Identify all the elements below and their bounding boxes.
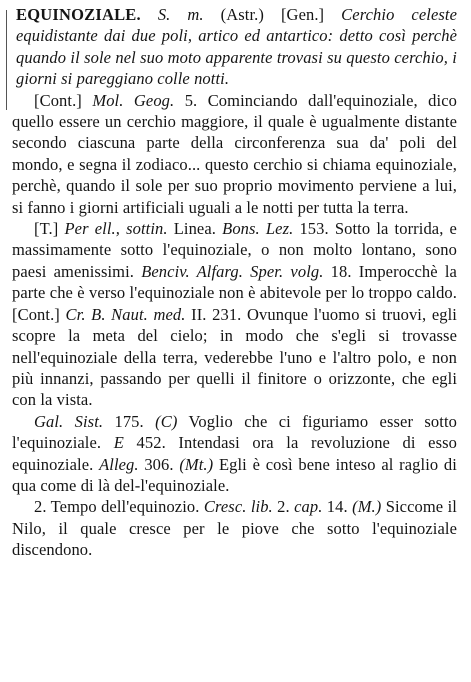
citation-text: Voglio che ci figuriamo esser sotto l'equinoziale. (12, 411, 457, 453)
source-number: 14. (326, 497, 348, 517)
citation-text: Imperocchè la parte che è verso l'equinoziale non è abitevole per lo troppo caldo. (12, 261, 457, 303)
source-number: 153. (299, 219, 329, 239)
cont-tag: [Cont.] (34, 90, 82, 110)
citation-paragraph-1 (12, 90, 457, 218)
citation-text: Intendasi ora la revoluzione di esso equinoziale. (12, 433, 457, 474)
source-marker: (Mt.) (179, 454, 214, 474)
citation-text: Sotto la torrida, e massimamente sotto l'equinoziale, o non molto lontano, sono paesi amenissimi. (12, 219, 457, 281)
citation-text: Siccome il Nilo, il quale cresce per le piove che sotto l'equinoziale discendono. (12, 497, 457, 560)
section-tag: [Gen.] (280, 5, 325, 24)
entry-head-paragraph (12, 4, 457, 90)
source-title: Bons. Lez. (222, 219, 294, 239)
citation-paragraph-3 (12, 411, 457, 497)
cont-tag: [Cont.] (12, 304, 60, 324)
source-number: 452. (136, 433, 166, 453)
dictionary-entry (12, 4, 457, 561)
source-title: Benciv. Alfarg. Sper. volg. (141, 261, 324, 281)
sense-number: 2. (34, 497, 47, 517)
implied-word: Linea. (173, 219, 217, 239)
source-chapter: cap. (294, 497, 323, 517)
domain-label: (Astr.) (220, 5, 264, 24)
citation-text: Cominciando dall'equinoziale, dico quello essere un cerchio maggiore, il quale è ugualmente distante secondo ciascuna parte della circonferenza sua da' poli del mondo, e segna il zodiaco... questo cerchio si chiama equinoziale, perchè, quando il sole per suo proprio movimento perviene a lui, si fanno i giorni artificiali uguali a le notti per tutta la terra. (12, 90, 457, 217)
source-title: E (113, 433, 124, 453)
source-number: 5. (184, 90, 198, 110)
citation-text: Egli è così bene inteso al raglio di qua come di là del-l'equinoziale. (12, 454, 457, 495)
source-number: 175. (114, 411, 144, 431)
definition: Cerchio celeste equidistante dai due poli, artico ed antartico: detto così perchè quando il sole nel suo moto apparente trovasi su questo cerchio, i giorni si pareggiano colle notti. (16, 5, 457, 89)
source-number: 306. (144, 454, 174, 474)
sense-definition: Tempo dell'equinozio. (50, 497, 200, 517)
source-marker: (C) (155, 411, 178, 431)
source-title: Alleg. (99, 454, 139, 474)
source-title: Mol. Geog. (92, 90, 175, 110)
source-title: Gal. Sist. (34, 411, 104, 431)
source-number: II. 231. (191, 304, 242, 324)
source-title: Cr. B. Naut. med. (65, 304, 186, 324)
source-marker: (M.) (352, 497, 382, 517)
headword: EQUINOZIALE. (16, 5, 141, 24)
margin-rule (6, 10, 7, 110)
source-number: 2. (277, 497, 290, 517)
source-title: Cresc. lib. (203, 497, 273, 517)
citation-paragraph-2 (12, 218, 457, 411)
sense-2-paragraph (12, 496, 457, 560)
ellipsis-label: Per ell., sottin. (64, 219, 168, 239)
t-tag: [T.] (34, 219, 59, 239)
grammar-label: S. m. (157, 5, 204, 24)
citation-text: Ovunque l'uomo si truovi, egli scopre la meta del cielo; in modo che s'egli si trovasse nell'equinoziale della terra, vederebbe l'uno e l'altro polo, e non più innanzi, passando per quelli il finitore o orizzonte, che egli con la vista. (12, 304, 457, 410)
source-number: 18. (330, 261, 352, 281)
